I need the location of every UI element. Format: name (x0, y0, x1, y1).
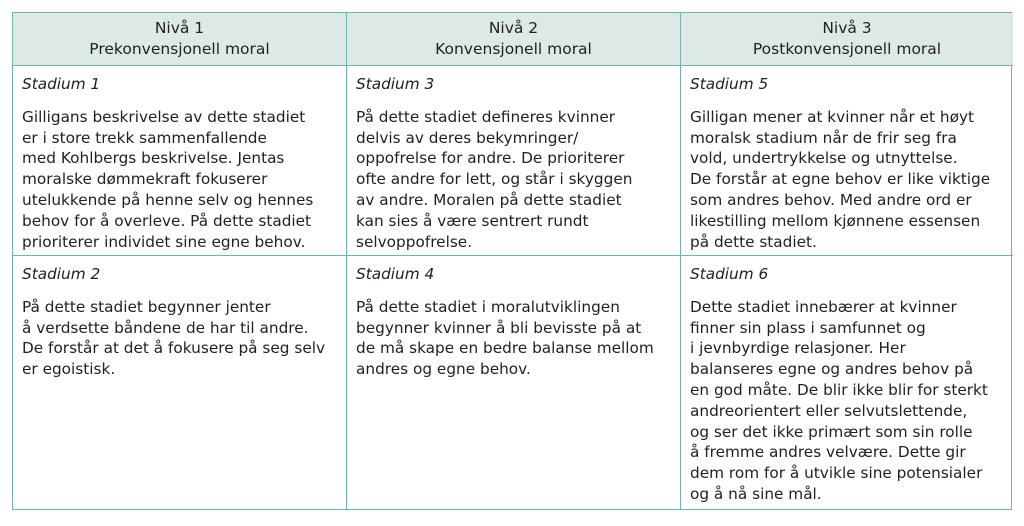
level-title: Nivå 3 (822, 19, 872, 37)
stage-description: På dette stadiet i moralutviklingen begynner kvinner å bli bevisste på at de må skape en bedre balanse mellom andres og egne behov. (356, 297, 654, 379)
stage-label: Stadium 6 (690, 265, 769, 283)
level-title: Nivå 1 (154, 19, 205, 37)
stage-description: På dette stadiet begynner jenter å verdsette båndene de har til andre. De forstår at det å fokusere på seg selv er egoistisk. (22, 297, 326, 379)
level-subtitle: Konvensjonell moral (435, 40, 592, 58)
header-level-3 (681, 13, 1013, 66)
stage-label: Stadium 1 (22, 75, 101, 93)
stage-description: Gilligan mener at kvinner når et høyt moralsk stadium når de frir seg fra vold, undertrykkelse og utnyttelse. De forstår at egne behov er like viktige som andres behov. Med andre ord er likestilling mellom kjønnene essensen på dette stadiet. (690, 107, 991, 251)
cell-stadium-3 (347, 66, 681, 256)
stage-description: Gilligans beskrivelse av dette stadiet er i store trekk sammenfallende med Kohlbergs beskrivelse. Jentas moralske dømmekraft fokuserer utelukkende på henne selv og hennes behov for å overleve. På dette stadiet prioriterer individet sine egne behov. (22, 107, 314, 251)
stage-description: Dette stadiet innebærer at kvinner finner sin plass i samfunnet og i jevnbyrdige relasjoner. Her balanseres egne og andres behov på en god måte. De blir ikke blir for sterkt andreorientert eller selvutslettende, og ser det ikke primært som sin rolle å fremme andres velvære. Dette gir dem rom for å utvikle sine potensialer og å nå sine mål. (690, 297, 988, 503)
stage-label: Stadium 3 (356, 75, 435, 93)
level-title: Nivå 2 (488, 19, 539, 37)
stage-label: Stadium 5 (690, 75, 769, 93)
header-level-2 (347, 13, 681, 66)
cell-stadium-4 (347, 256, 681, 509)
cell-stadium-6 (681, 256, 1013, 509)
cell-stadium-2 (13, 256, 347, 509)
level-subtitle: Prekonvensjonell moral (89, 40, 270, 58)
kohlberg-gilligan-table (12, 12, 1012, 510)
level-subtitle: Postkonvensjonell moral (752, 40, 942, 58)
cell-stadium-1 (13, 66, 347, 256)
stage-label: Stadium 4 (356, 265, 435, 283)
cell-stadium-5 (681, 66, 1013, 256)
stage-label: Stadium 2 (22, 265, 101, 283)
header-level-1 (13, 13, 347, 66)
stage-description: På dette stadiet defineres kvinner delvis av deres bekymringer/ oppofrelse for andre. De prioriterer ofte andre for lett, og står i skyggen av andre. Moralen på dette stadiet kan sies å være sentrert rundt selvoppofrelse. (356, 107, 633, 251)
